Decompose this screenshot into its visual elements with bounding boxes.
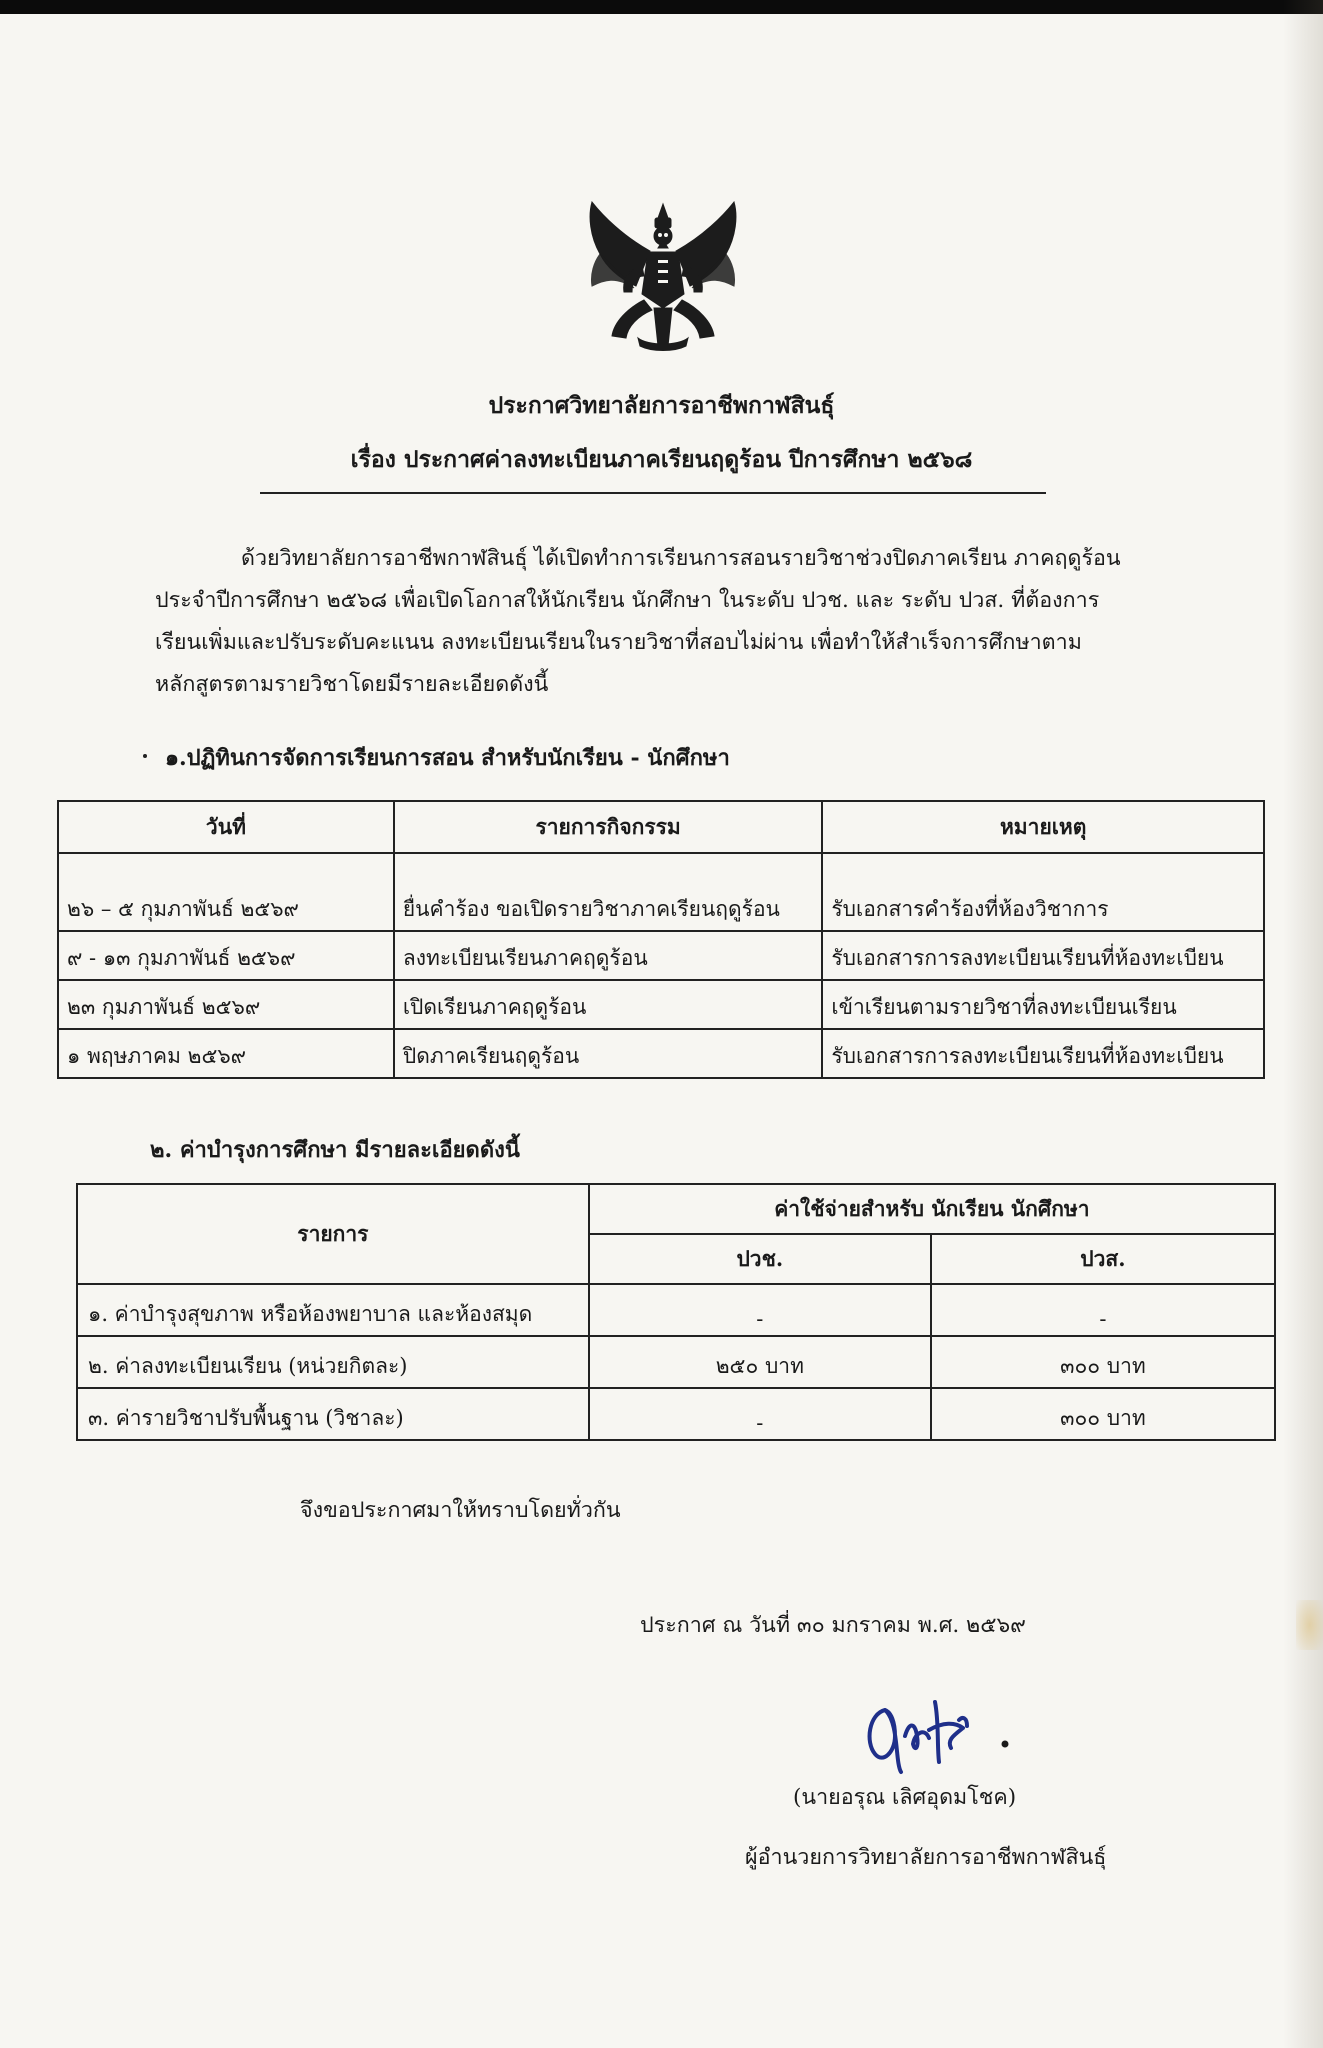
intro-line: เรียนเพิ่มและปรับระดับคะแนน ลงทะเบียนเรียนในรายวิชาที่สอบไม่ผ่าน เพื่อทำให้สำเร็จการศึกษาตาม <box>155 630 1082 655</box>
fee-pvc: - <box>589 1284 931 1336</box>
col-activity-header: รายการกิจกรรม <box>394 801 823 853</box>
col-group-header: ค่าใช้จ่ายสำหรับ นักเรียน นักศึกษา <box>589 1184 1275 1234</box>
schedule-activity: ยื่นคำร้อง ขอเปิดรายวิชาภาคเรียนฤดูร้อน <box>394 853 823 931</box>
announcement-title: ประกาศวิทยาลัยการอาชีพกาฬสินธุ์ <box>488 392 835 419</box>
schedule-date: ๙ - ๑๓ กุมภาพันธ์ ๒๕๖๙ <box>58 931 394 980</box>
schedule-note: รับเอกสารการลงทะเบียนเรียนที่ห้องทะเบียน <box>822 1029 1264 1078</box>
fee-pvs: ๓๐๐ บาท <box>931 1388 1275 1440</box>
schedule-note: รับเอกสารการลงทะเบียนเรียนที่ห้องทะเบียน <box>822 931 1264 980</box>
table-row <box>58 853 1264 931</box>
table-header-row <box>77 1184 1275 1234</box>
fee-pvs: ๓๐๐ บาท <box>931 1336 1275 1388</box>
table-row <box>58 980 1264 1029</box>
closing-statement: จึงขอประกาศมาให้ทราบโดยทั่วกัน <box>300 1498 621 1523</box>
table-row <box>77 1336 1275 1388</box>
col-note-header: หมายเหตุ <box>822 801 1264 853</box>
section1-title: ๑.ปฏิทินการจัดการเรียนการสอน สำหรับนักเรียน - นักศึกษา <box>165 745 730 771</box>
table-header-row <box>58 801 1264 853</box>
paper-stain <box>1296 1600 1323 1650</box>
col-date-header: วันที่ <box>58 801 394 853</box>
table-row <box>58 931 1264 980</box>
col-pvc-header: ปวช. <box>589 1234 931 1284</box>
intro-paragraph <box>155 538 1165 706</box>
garuda-emblem-icon <box>578 196 748 356</box>
intro-line: หลักสูตรตามรายวิชาโดยมีรายละเอียดดังนี้ <box>155 672 549 697</box>
intro-line: ประจำปีการศึกษา ๒๕๖๘ เพื่อเปิดโอกาสให้นักเรียน นักศึกษา ในระดับ ปวช. และ ระดับ ปวส. ที่ต้องการ <box>155 588 1100 613</box>
announcement-date: ประกาศ ณ วันที่ ๓๐ มกราคม พ.ศ. ๒๕๖๙ <box>640 1613 1026 1638</box>
schedule-activity: ปิดภาคเรียนฤดูร้อน <box>394 1029 823 1078</box>
signer-name: (นายอรุณ เลิศอุดมโชค) <box>793 1785 1017 1810</box>
title-divider <box>260 492 1046 494</box>
scan-top-edge <box>0 0 1323 14</box>
table-row <box>77 1284 1275 1336</box>
fee-item: ๒. ค่าลงทะเบียนเรียน (หน่วยกิตละ) <box>77 1336 589 1388</box>
signer-position: ผู้อำนวยการวิทยาลัยการอาชีพกาฬสินธุ์ <box>745 1845 1107 1870</box>
schedule-note: เข้าเรียนตามรายวิชาที่ลงทะเบียนเรียน <box>822 980 1264 1029</box>
table-row <box>77 1388 1275 1440</box>
table-row <box>58 1029 1264 1078</box>
intro-line: ด้วยวิทยาลัยการอาชีพกาฬสินธุ์ ได้เปิดทำการเรียนการสอนรายวิชาช่วงปิดภาคเรียน ภาคฤดูร้อน <box>241 546 1121 571</box>
schedule-table <box>57 800 1265 1079</box>
col-item-header: รายการ <box>77 1184 589 1284</box>
schedule-date: ๒๖ – ๕ กุมภาพันธ์ ๒๕๖๙ <box>58 853 394 931</box>
col-pvs-header: ปวส. <box>931 1234 1275 1284</box>
schedule-date: ๒๓ กุมภาพันธ์ ๒๕๖๙ <box>58 980 394 1029</box>
schedule-date: ๑ พฤษภาคม ๒๕๖๙ <box>58 1029 394 1078</box>
fee-pvs: - <box>931 1284 1275 1336</box>
bullet-mark <box>143 754 147 758</box>
section2-title: ๒. ค่าบำรุงการศึกษา มีรายละเอียดดังนี้ <box>150 1137 520 1163</box>
scan-right-shadow <box>1283 0 1323 2048</box>
fee-pvc: - <box>589 1388 931 1440</box>
fee-item: ๓. ค่ารายวิชาปรับพื้นฐาน (วิชาละ) <box>77 1388 589 1440</box>
fee-item: ๑. ค่าบำรุงสุขภาพ หรือห้องพยาบาล และห้องสมุด <box>77 1284 589 1336</box>
schedule-activity: เปิดเรียนภาคฤดูร้อน <box>394 980 823 1029</box>
fees-table <box>76 1183 1276 1441</box>
signature-mark <box>855 1692 1015 1777</box>
schedule-activity: ลงทะเบียนเรียนภาคฤดูร้อน <box>394 931 823 980</box>
fee-pvc: ๒๕๐ บาท <box>589 1336 931 1388</box>
schedule-note: รับเอกสารคำร้องที่ห้องวิชาการ <box>822 853 1264 931</box>
announcement-subject: เรื่อง ประกาศค่าลงทะเบียนภาคเรียนฤดูร้อน ปีการศึกษา ๒๕๖๘ <box>350 446 973 473</box>
